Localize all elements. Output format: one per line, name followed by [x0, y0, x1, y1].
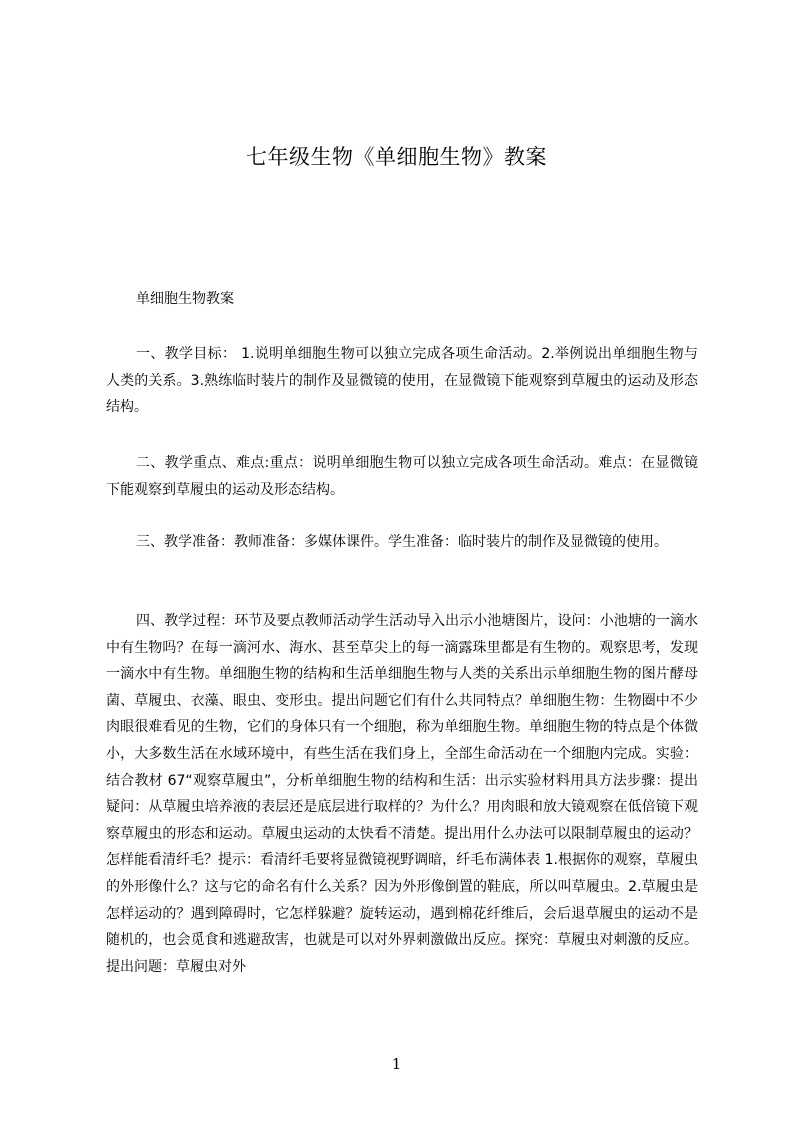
paragraph-teaching-objectives: 一、教学目标： 1.说明单细胞生物可以独立完成各项生命活动。2.举例说出单细胞生物与人类的关系。3.熟练临时装片的制作及显微镜的使用，在显微镜下能观察到草履虫的运动及形态结构。 [106, 346, 698, 416]
document-subtitle: 单细胞生物教案 [136, 291, 234, 307]
page-number: 1 [391, 1055, 402, 1073]
paragraph-preparation: 三、教学准备：教师准备：多媒体课件。学生准备：临时装片的制作及显微镜的使用。 [136, 534, 668, 550]
paragraph-teaching-process: 四、教学过程：环节及要点教师活动学生活动导入出示小池塘图片，设问：小池塘的一滴水中有生物吗？在每一滴河水、海水、甚至草尖上的每一滴露珠里都是有生物的。观察思考，发现一滴水中有生物。单细胞生物的结构和生活单细胞生物与人类的关系出示单细胞生物的图片酵母菌、草履虫、衣藻、眼虫、变形虫。提出问题它们有什么共同特点？单细胞生物：生物圈中不少肉眼很难看见的生物，它们的身体只有一个细胞，称为单细胞生物。单细胞生物的特点是个体微小，大多数生活在水域环境中，有些生活在我们身上，全部生命活动在一个细胞内完成。实验：结合教材 67“观察草履虫”，分析单细胞生物的结构和生活：出示实验材料用具方法步骤：提出疑问：从草履虫培养液的表层还是底层进行取样的？为什么？用肉眼和放大镜观察在低倍镜下观察草履虫的形态和运动。草履虫运动的太快看不清楚。提出用什么办法可以限制草履虫的运动？怎样能看清纤毛？提示：看清纤毛要将显微镜视野调暗，纤毛布满体表 1.根据你的观察，草履虫的外形像什么？这与它的命名有什么关系？因为外形像倒置的鞋底，所以叫草履虫。2.草履虫是怎样运动的？遇到障碍时，它怎样躲避？旋转运动，遇到棉花纤维后，会后退草履虫的运动不是随机的，也会觅食和逃避敌害，也就是可以对外界刺激做出反应。探究：草履虫对刺激的反应。提出问题：草履虫对外 [106, 613, 698, 975]
document-title: 七年级生物《单细胞生物》教案 [246, 145, 547, 169]
paragraph-key-points: 二、教学重点、难点:重点：说明单细胞生物可以独立完成各项生命活动。难点：在显微镜下能观察到草履虫的运动及形态结构。 [106, 455, 698, 498]
